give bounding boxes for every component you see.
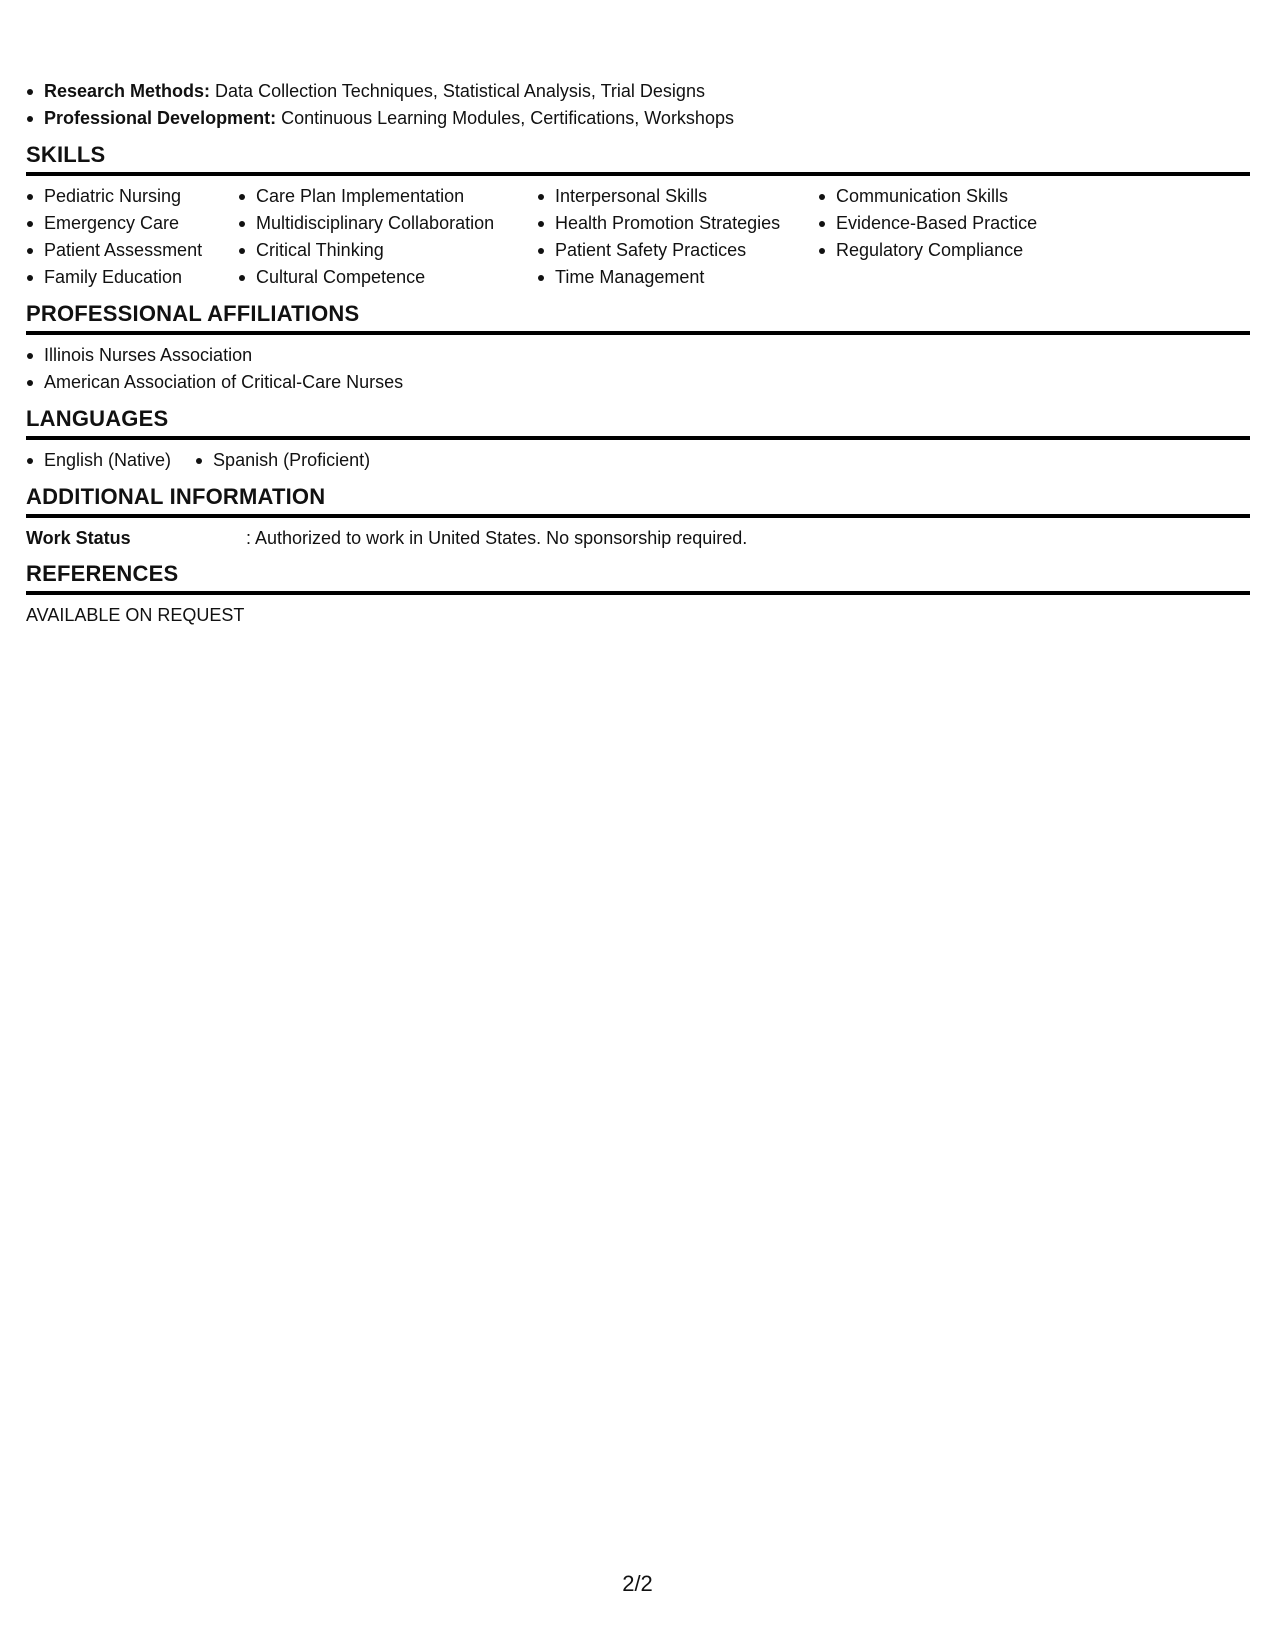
skill-item: Cultural Competence (238, 264, 537, 291)
list-item (26, 78, 1250, 105)
skill-item: Evidence-Based Practice (818, 210, 1078, 237)
work-status-row (26, 525, 1250, 551)
skill-item: Pediatric Nursing (26, 183, 238, 210)
section-title: REFERENCES (26, 561, 1250, 595)
section-title: LANGUAGES (26, 406, 1250, 440)
skill-item: Emergency Care (26, 210, 238, 237)
list-item (26, 105, 1250, 132)
additional-info-section (26, 484, 1250, 551)
affiliation-item: Illinois Nurses Association (26, 342, 1250, 369)
section-title: ADDITIONAL INFORMATION (26, 484, 1250, 518)
skill-item: Multidisciplinary Collaboration (238, 210, 537, 237)
skills-column (238, 183, 537, 291)
item-key: Professional Development: (44, 108, 277, 128)
section-title: SKILLS (26, 142, 1250, 176)
resume-page (26, 78, 1250, 628)
item-value: Data Collection Techniques, Statistical Analysis, Trial Designs (210, 81, 705, 101)
skill-item: Critical Thinking (238, 237, 537, 264)
work-status-label: Work Status (26, 528, 131, 548)
skill-item: Family Education (26, 264, 238, 291)
work-status-value: : Authorized to work in United States. No sponsorship required. (246, 528, 748, 548)
skill-item: Regulatory Compliance (818, 237, 1078, 264)
skill-item: Time Management (537, 264, 818, 291)
skill-item: Communication Skills (818, 183, 1078, 210)
language-item: Spanish (Proficient) (195, 447, 370, 474)
skill-item: Care Plan Implementation (238, 183, 537, 210)
language-item: English (Native) (26, 447, 171, 474)
skill-item: Interpersonal Skills (537, 183, 818, 210)
affiliation-item: American Association of Critical-Care Nurses (26, 369, 1250, 396)
skill-item: Health Promotion Strategies (537, 210, 818, 237)
skills-grid (26, 183, 1250, 291)
references-text: AVAILABLE ON REQUEST (26, 605, 245, 625)
affiliations-section (26, 301, 1250, 396)
skills-column (818, 183, 1078, 291)
skill-item: Patient Safety Practices (537, 237, 818, 264)
skill-item: Patient Assessment (26, 237, 238, 264)
references-section (26, 561, 1250, 628)
item-key: Research Methods: (44, 81, 211, 101)
languages-list (26, 447, 1250, 474)
page-number: 2/2 (622, 1571, 653, 1596)
item-value: Continuous Learning Modules, Certifications, Workshops (276, 108, 734, 128)
languages-section (26, 406, 1250, 474)
skills-section (26, 142, 1250, 291)
top-details-list (26, 78, 1250, 132)
section-title: PROFESSIONAL AFFILIATIONS (26, 301, 1250, 335)
affiliations-list (26, 342, 1250, 396)
skills-column (26, 183, 238, 291)
skills-column (537, 183, 818, 291)
